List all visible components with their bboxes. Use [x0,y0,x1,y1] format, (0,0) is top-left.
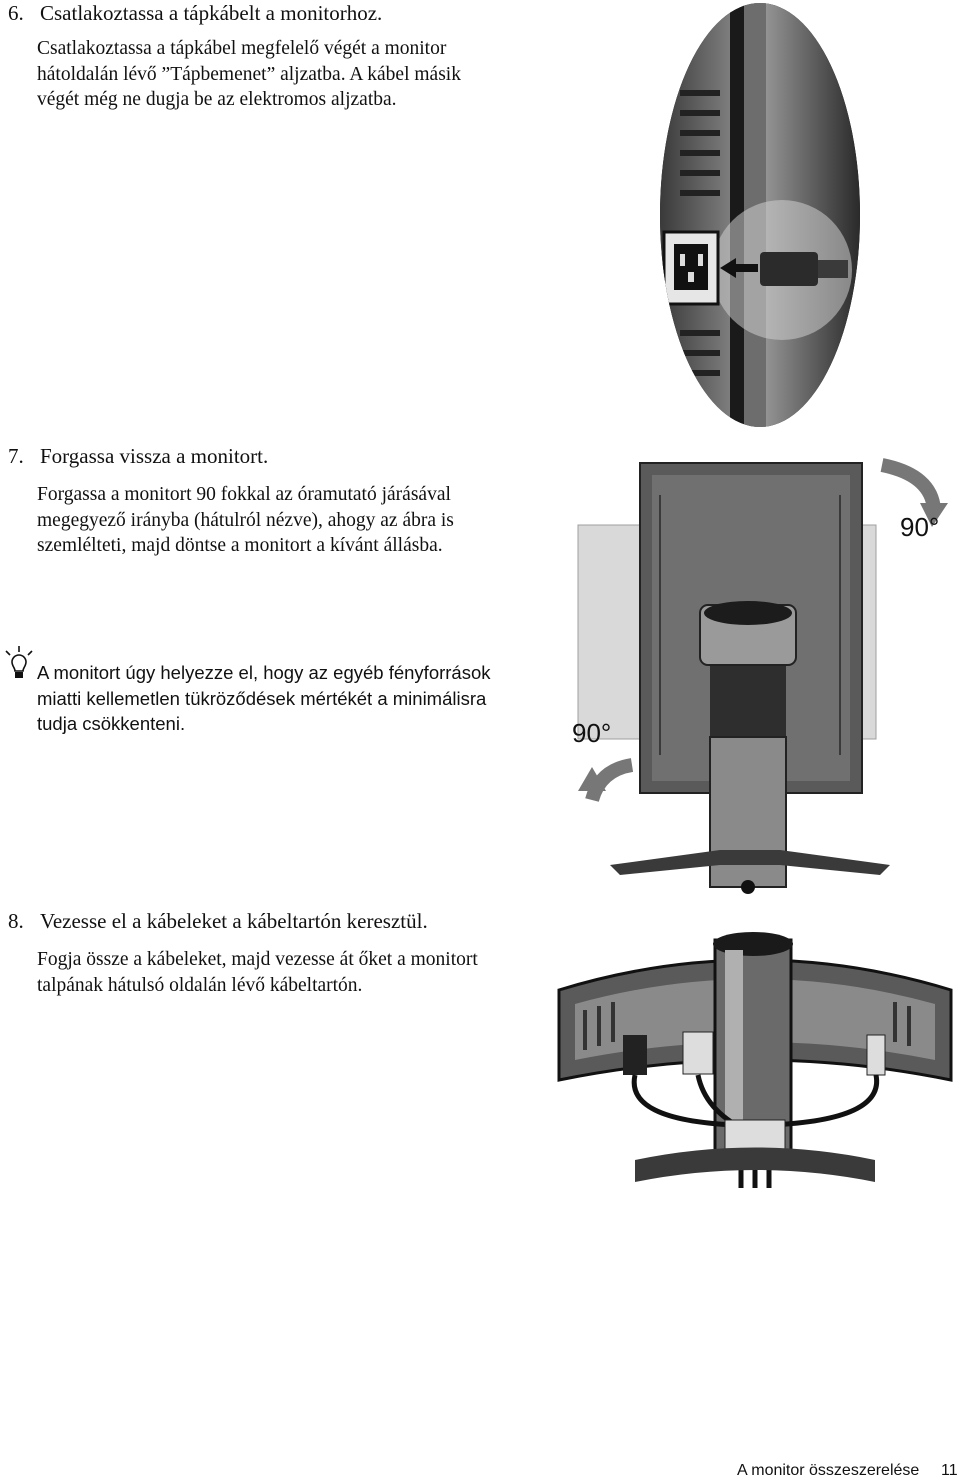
step-8-line: Fogja össze a kábeleket, majd vezesse át őket a monitort [37,949,478,970]
step-7-line: Forgassa a monitort 90 fokkal az óramutató járásával [37,484,451,505]
step-8-body [37,947,478,998]
step-8-number: 8. [8,909,24,933]
step-6-title [8,0,382,26]
step-7-line: szemlélteti, majd döntse a monitort a kívánt állásba. [37,535,443,556]
step-6-body [37,36,461,113]
step-7-title [8,443,268,469]
step-7-heading: Forgassa vissza a monitort. [40,444,269,468]
step-7-line: megegyező irányba (hátulról nézve), ahogy az ábra is [37,509,454,531]
step-7-body [37,482,454,559]
step-6-line: Csatlakoztassa a tápkábel megfelelő végét a monitor [37,38,447,59]
step-8-line: talpának hátulsó oldalán lévő kábeltartón. [37,974,363,996]
rotation-label-top: 90° [900,512,940,542]
step-6-number: 6. [8,1,24,25]
tip-text [37,660,491,737]
monitor-rotation-illustration [570,455,950,910]
footer-page-number: 11 [941,1462,958,1479]
step-6-heading: Csatlakoztassa a tápkábelt a monitorhoz. [40,1,383,25]
rotation-label-bottom: 90° [572,718,612,748]
step-6-line: hátoldalán lévő ”Tápbemenet” aljzatba. A kábel másik [37,63,461,85]
step-6-line: végét még ne dugja be az elektromos aljzatba. [37,89,397,110]
lightbulb-icon [4,646,34,686]
footer-section-title: A monitor összeszerelése [737,1462,920,1479]
tip-line: tudja csökkenteni. [37,713,186,734]
tip-line: A monitort úgy helyezze el, hogy az egyéb fényforrások [37,662,491,683]
step-7-number: 7. [8,444,24,468]
step-8-heading: Vezesse el a kábeleket a kábeltartón keresztül. [40,909,428,933]
power-connector-illustration [640,0,860,430]
tip-line: miatti kellemetlen tükröződések mértékét a minimálisra [37,687,487,709]
step-8-title [8,908,428,934]
cable-holder-illustration [555,920,955,1190]
